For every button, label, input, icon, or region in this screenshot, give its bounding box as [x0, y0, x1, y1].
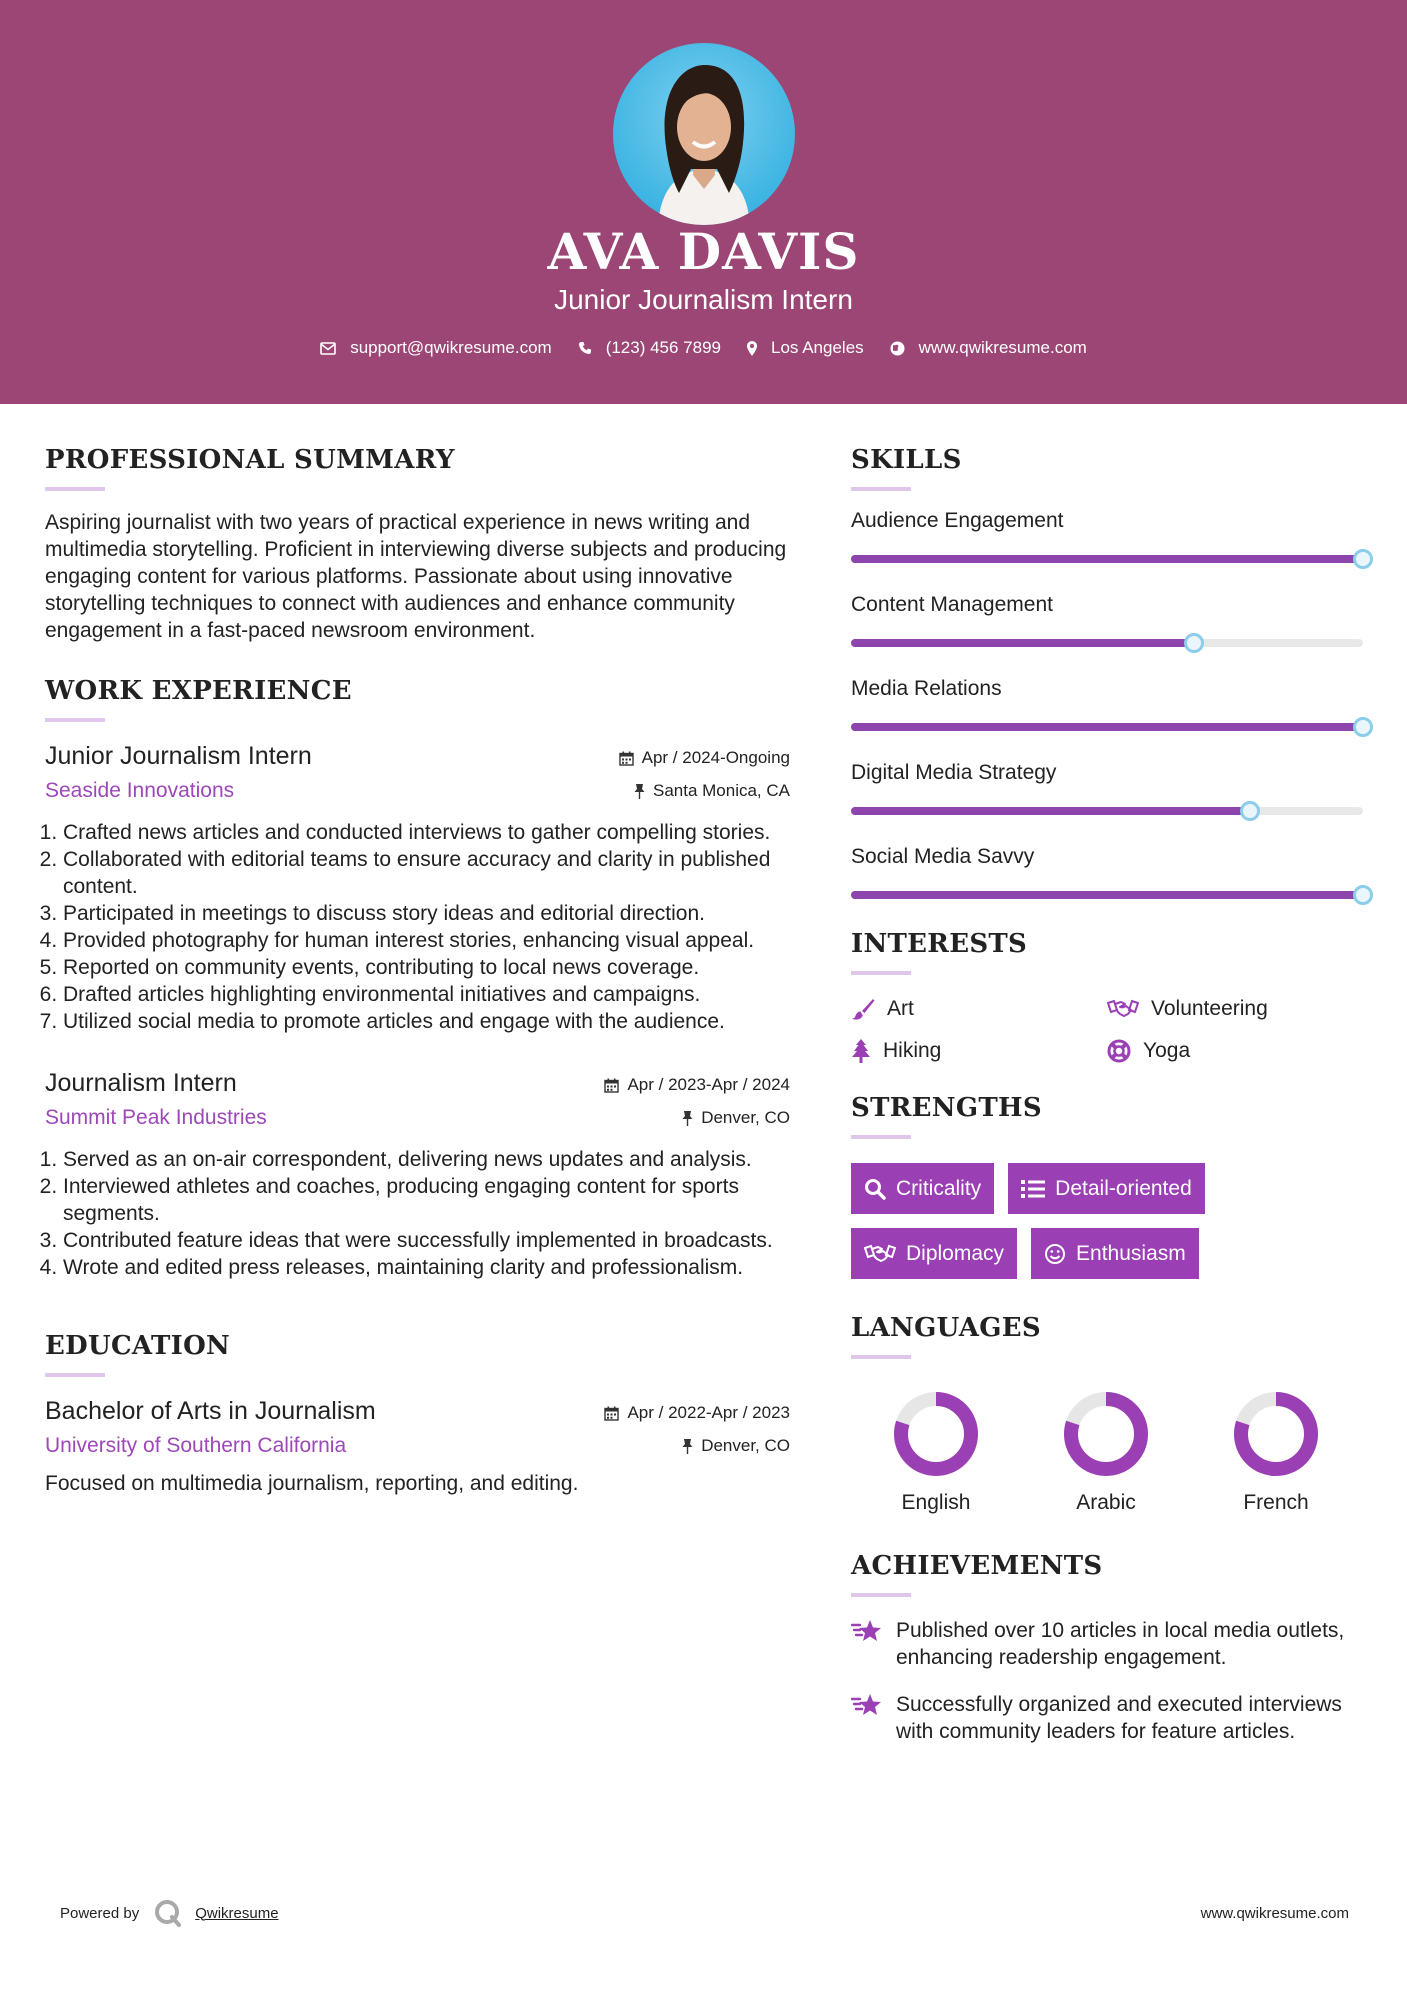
skill-level-fill [851, 639, 1194, 647]
job-location [619, 781, 790, 801]
skill-level-knob [1240, 801, 1260, 821]
section-divider [45, 718, 105, 722]
list-item: 1. Crafted news articles and conducted interviews to gather compelling stories. [63, 819, 790, 846]
pushpin-icon [682, 1439, 693, 1454]
right-column [851, 445, 1366, 1745]
section-heading: ACHIEVEMENTS [851, 1551, 1103, 1581]
skill-name: Audience Engagement [851, 509, 1064, 532]
skills-list [851, 509, 1366, 899]
education-section [45, 1331, 790, 1497]
paintbrush-icon [851, 998, 875, 1020]
skill-name: Social Media Savvy [851, 845, 1035, 868]
skills-section [851, 445, 1366, 899]
skill-item [851, 509, 1366, 563]
calendar-icon [604, 1406, 619, 1421]
skill-level-fill [851, 807, 1250, 815]
strengths-list [851, 1163, 1366, 1293]
skill-level-fill [851, 555, 1363, 563]
skill-item [851, 761, 1366, 815]
section-heading: EDUCATION [45, 1331, 231, 1361]
skill-level-fill [851, 891, 1363, 899]
skill-name: Media Relations [851, 677, 1002, 700]
strengths-section [851, 1093, 1366, 1293]
interest-label: Art [887, 997, 914, 1020]
contact-website[interactable] [890, 338, 1087, 358]
section-heading: LANGUAGES [851, 1313, 1041, 1343]
summary-section [45, 445, 790, 644]
job-entry [45, 1069, 790, 1281]
job-title: Junior Journalism Intern [45, 742, 312, 770]
skill-level-bar [851, 723, 1363, 731]
job-location-text: Santa Monica, CA [652, 781, 790, 800]
contact-website-text: www.qwikresume.com [918, 338, 1087, 357]
interest-item [1107, 997, 1363, 1021]
section-heading: SKILLS [851, 445, 962, 475]
contact-location-text: Los Angeles [771, 338, 864, 357]
contact-email-text: support@qwikresume.com [350, 338, 552, 357]
resume-header [0, 0, 1407, 404]
achievement-item [851, 1617, 1366, 1671]
list-item: 7. Utilized social media to promote articles and engage with the audience. [63, 1008, 790, 1035]
job-dates-text: Apr / 2024-Ongoing [641, 748, 790, 767]
map-marker-icon [747, 341, 757, 356]
section-divider [45, 1373, 105, 1377]
interest-item [851, 1039, 1107, 1063]
list-item: 6. Drafted articles highlighting environmental initiatives and campaigns. [63, 981, 790, 1008]
interest-label: Yoga [1143, 1039, 1191, 1062]
education-description: Focused on multimedia journalism, reporting, and editing. [45, 1472, 579, 1495]
job-duties [45, 1146, 790, 1281]
strength-chip [851, 1163, 994, 1214]
achievement-item [851, 1691, 1366, 1745]
education-dates-text: Apr / 2022-Apr / 2023 [627, 1403, 790, 1422]
pushpin-icon [634, 784, 645, 799]
section-divider [851, 971, 911, 975]
achievements-section [851, 1551, 1366, 1745]
footer-website[interactable]: www.qwikresume.com [1200, 1905, 1349, 1922]
interest-item [1107, 1039, 1363, 1063]
contact-phone[interactable] [578, 338, 721, 358]
contact-location [747, 338, 864, 358]
job-company: Summit Peak Industries [45, 1106, 267, 1129]
candidate-title: Junior Journalism Intern [554, 284, 853, 315]
strength-chip [851, 1228, 1017, 1279]
contact-phone-text: (123) 456 7899 [605, 338, 722, 357]
lifebuoy-icon [1107, 1039, 1131, 1063]
language-item [1021, 1391, 1191, 1515]
education-location-text: Denver, CO [701, 1436, 790, 1455]
list-item: 2. Collaborated with editorial teams to ensure accuracy and clarity in published content. [63, 846, 790, 900]
experience-section [45, 676, 790, 1281]
language-level-donut [1063, 1391, 1149, 1477]
section-divider [45, 487, 105, 491]
search-icon [864, 1178, 886, 1200]
skill-level-fill [851, 723, 1363, 731]
summary-text: Aspiring journalist with two years of practical experience in news writing and multimedia storytelling. Proficient in interviewing diverse subjects and producing engaging content for various platforms. Passionate about using innovative storytelling techniques to connect with audiences and enhance community engagement in a fast-paced newsroom environment. [45, 511, 787, 642]
skill-level-knob [1353, 549, 1373, 569]
interest-label: Volunteering [1151, 997, 1268, 1020]
powered-by-text: Powered by [60, 1904, 140, 1922]
language-name: English [901, 1491, 971, 1514]
qwikresume-logo-icon [153, 1898, 183, 1928]
list-item: 4. Provided photography for human interest stories, enhancing visual appeal. [63, 927, 790, 954]
school-name: University of Southern California [45, 1434, 347, 1457]
job-dates-text: Apr / 2023-Apr / 2024 [627, 1075, 790, 1094]
interest-label: Hiking [883, 1039, 942, 1062]
tree-icon [851, 1039, 871, 1063]
star-award-icon [851, 1619, 883, 1643]
footer-powered-by [60, 1898, 279, 1928]
skill-level-bar [851, 891, 1363, 899]
calendar-icon [619, 751, 634, 766]
phone-icon [578, 341, 592, 355]
interests-section [851, 929, 1366, 1063]
strength-label: Criticality [896, 1176, 982, 1200]
section-heading: WORK EXPERIENCE [45, 676, 352, 706]
smile-icon [1044, 1243, 1066, 1265]
skill-level-knob [1184, 633, 1204, 653]
skill-item [851, 845, 1366, 899]
skill-level-knob [1353, 885, 1373, 905]
language-level-donut [893, 1391, 979, 1477]
job-dates [604, 1075, 790, 1095]
handshake-icon [864, 1243, 896, 1265]
list-item: 2. Interviewed athletes and coaches, producing engaging content for sports segments. [63, 1173, 790, 1227]
language-name: Arabic [1076, 1491, 1136, 1514]
skill-level-bar [851, 639, 1363, 647]
handshake-icon [1107, 998, 1139, 1020]
section-divider [851, 1593, 911, 1597]
language-item [1191, 1391, 1361, 1515]
skill-item [851, 593, 1366, 647]
language-item [851, 1391, 1021, 1515]
achievement-text: Published over 10 articles in local media outlets, enhancing readership engagement. [896, 1619, 1345, 1669]
section-divider [851, 1355, 911, 1359]
candidate-name: AVA DAVIS [547, 222, 860, 281]
job-entry [45, 742, 790, 1035]
list-item: 5. Reported on community events, contributing to local news coverage. [63, 954, 790, 981]
globe-icon [890, 341, 905, 356]
job-title: Journalism Intern [45, 1069, 237, 1097]
list-item: 4. Wrote and edited press releases, maintaining clarity and professionalism. [63, 1254, 790, 1281]
education-dates [604, 1403, 790, 1423]
qwikresume-link[interactable]: Qwikresume [195, 1904, 279, 1922]
section-heading: INTERESTS [851, 929, 1028, 959]
strength-label: Diplomacy [906, 1241, 1005, 1265]
calendar-icon [604, 1078, 619, 1093]
education-location [604, 1436, 790, 1456]
skill-name: Content Management [851, 593, 1053, 616]
contact-email[interactable] [320, 338, 552, 358]
list-item: 1. Served as an on-air correspondent, delivering news updates and analysis. [63, 1146, 790, 1173]
skill-level-bar [851, 807, 1363, 815]
degree-title: Bachelor of Arts in Journalism [45, 1397, 376, 1425]
pushpin-icon [682, 1111, 693, 1126]
strength-label: Detail-oriented [1055, 1176, 1192, 1200]
list-icon [1021, 1179, 1045, 1199]
section-heading: PROFESSIONAL SUMMARY [45, 445, 455, 475]
achievement-text: Successfully organized and executed interviews with community leaders for feature articles. [896, 1693, 1342, 1743]
language-name: French [1243, 1491, 1309, 1514]
strength-chip [1031, 1228, 1199, 1279]
language-level-donut [1233, 1391, 1319, 1477]
job-location [604, 1108, 790, 1128]
skill-level-bar [851, 555, 1363, 563]
skill-level-knob [1353, 717, 1373, 737]
job-location-text: Denver, CO [701, 1108, 790, 1127]
strength-chip [1008, 1163, 1205, 1214]
section-divider [851, 1135, 911, 1139]
envelope-icon [320, 342, 336, 355]
interests-list [851, 997, 1366, 1063]
skill-name: Digital Media Strategy [851, 761, 1057, 784]
profile-photo [613, 43, 795, 225]
strength-label: Enthusiasm [1076, 1241, 1186, 1265]
section-divider [851, 487, 911, 491]
star-award-icon [851, 1693, 883, 1717]
left-column [45, 445, 790, 1497]
contact-bar [0, 338, 1407, 358]
job-company: Seaside Innovations [45, 779, 235, 802]
skill-item [851, 677, 1366, 731]
list-item: 3. Contributed feature ideas that were successfully implemented in broadcasts. [63, 1227, 790, 1254]
list-item: 3. Participated in meetings to discuss story ideas and editorial direction. [63, 900, 790, 927]
job-dates [619, 748, 790, 768]
section-heading: STRENGTHS [851, 1093, 1042, 1123]
job-duties [45, 819, 790, 1035]
languages-section [851, 1313, 1366, 1515]
languages-list [851, 1391, 1366, 1515]
interest-item [851, 997, 1107, 1021]
